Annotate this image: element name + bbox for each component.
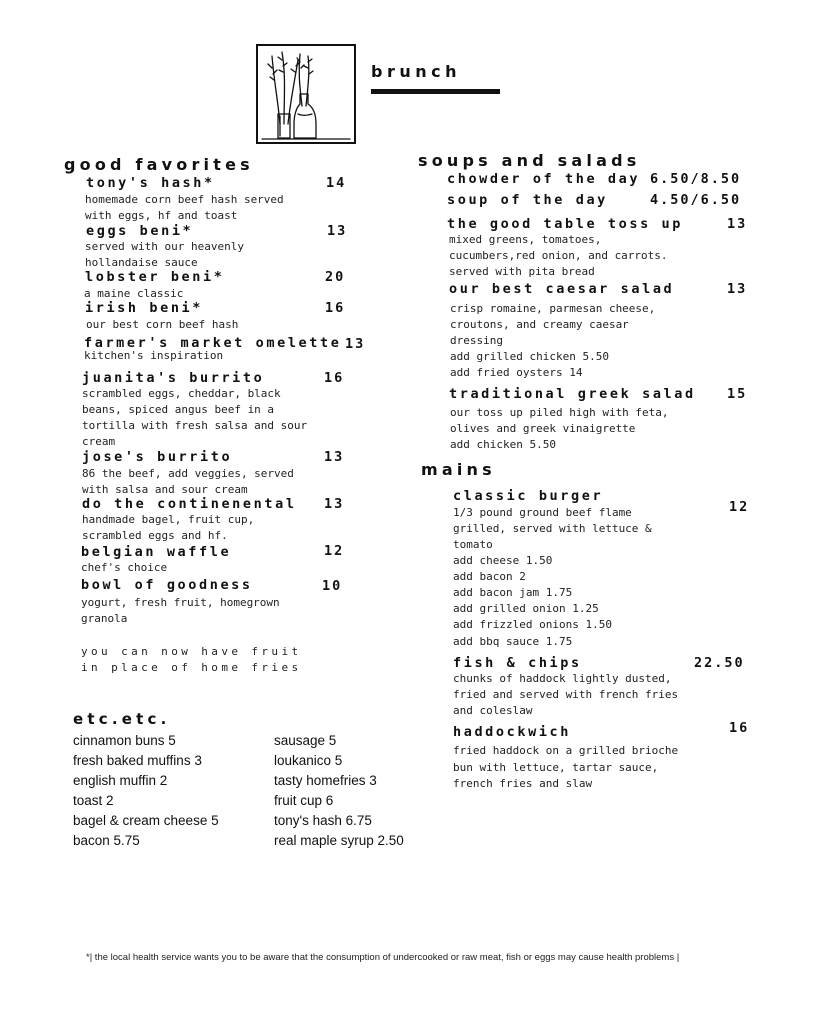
menu-item-name: do the continenental xyxy=(82,496,297,512)
list-item: cinnamon buns 5 xyxy=(73,733,176,748)
list-item: tasty homefries 3 xyxy=(274,773,377,788)
menu-item-desc: handmade bagel, fruit cup, xyxy=(82,513,255,526)
menu-item-name: lobster beni* xyxy=(85,269,225,285)
logo-frame xyxy=(256,44,356,144)
menu-item-price: 20 xyxy=(325,269,346,285)
menu-item-desc: add bacon jam 1.75 xyxy=(453,586,573,599)
menu-item-name: the good table toss up xyxy=(447,216,684,232)
menu-item-desc: add chicken 5.50 xyxy=(450,438,556,451)
menu-item-price: 15 xyxy=(727,386,748,402)
menu-item-desc: add grilled onion 1.25 xyxy=(453,602,599,615)
menu-item-desc: bun with lettuce, tartar sauce, xyxy=(453,761,659,774)
section-title-mains: mains xyxy=(421,460,496,479)
menu-item-name: tony's hash* xyxy=(86,175,215,191)
menu-item-desc: mixed greens, tomatoes, xyxy=(449,233,602,246)
menu-item-name: bowl of goodness xyxy=(81,577,253,593)
menu-item-desc: add cheese 1.50 xyxy=(453,554,553,567)
menu-item-desc: add fried oysters 14 xyxy=(450,366,583,379)
menu-item-desc: 1/3 pound ground beef flame xyxy=(453,506,632,519)
menu-item-price: 16 xyxy=(325,300,346,316)
menu-item-desc: fried and served with french fries xyxy=(453,688,679,701)
menu-item-desc: our toss up piled high with feta, xyxy=(450,406,669,419)
menu-item-name: chowder of the day xyxy=(447,171,641,187)
menu-item-price: 6.50/8.50 xyxy=(650,171,742,187)
menu-item-desc: our best corn beef hash xyxy=(86,318,239,331)
list-item: loukanico 5 xyxy=(274,753,343,768)
menu-item-desc: with eggs, hf and toast xyxy=(85,209,238,222)
menu-item-desc: granola xyxy=(81,612,128,625)
menu-item-name: classic burger xyxy=(453,488,604,504)
menu-item-desc: a maine classic xyxy=(84,287,184,300)
menu-item-desc: beans, spiced angus beef in a xyxy=(82,403,275,416)
menu-item-desc: served with pita bread xyxy=(449,265,595,278)
menu-item-desc: 86 the beef, add veggies, served xyxy=(82,467,294,480)
vase-with-grass-icon xyxy=(258,46,354,142)
menu-item-desc: olives and greek vinaigrette xyxy=(450,422,636,435)
page-title: brunch xyxy=(371,62,461,81)
menu-item-name: haddockwich xyxy=(453,724,572,740)
menu-item-desc: yogurt, fresh fruit, homegrown xyxy=(81,596,280,609)
menu-item-desc: hollandaise sauce xyxy=(85,256,198,269)
menu-item-desc: tortilla with fresh salsa and sour xyxy=(82,419,308,432)
menu-item-price: 16 xyxy=(729,720,750,736)
list-item: bacon 5.75 xyxy=(73,833,140,848)
section-title-etc: etc.etc. xyxy=(73,710,171,728)
menu-item-price: 13 xyxy=(327,223,348,239)
menu-item-desc: kitchen's inspiration xyxy=(84,349,224,362)
menu-item-name: belgian waffle xyxy=(81,544,232,560)
list-item: english muffin 2 xyxy=(73,773,168,788)
menu-item-price: 22.50 xyxy=(694,655,745,671)
menu-item-desc: add bbq sauce 1.75 xyxy=(453,635,573,648)
menu-item-price: 13 xyxy=(324,449,345,465)
list-item: bagel & cream cheese 5 xyxy=(73,813,219,828)
etc-right-list xyxy=(274,731,404,851)
menu-item-price: 4.50/6.50 xyxy=(650,192,742,208)
menu-item-name: jose's burrito xyxy=(82,449,233,465)
list-item: real maple syrup 2.50 xyxy=(274,833,404,848)
list-item: fresh baked muffins 3 xyxy=(73,753,202,768)
menu-item-desc: add grilled chicken 5.50 xyxy=(450,350,609,363)
menu-item-price: 13 xyxy=(345,336,366,352)
menu-item-name: fish & chips xyxy=(453,655,582,671)
list-item: tony's hash 6.75 xyxy=(274,813,372,828)
menu-item-desc: grilled, served with lettuce & xyxy=(453,522,652,535)
section-title-good-favorites: good favorites xyxy=(64,155,254,174)
menu-item-name: soup of the day xyxy=(447,192,608,208)
health-disclaimer: *| the local health service wants you to be aware that the consumption of undercooked or raw meat, fish or eggs may cause health problems | xyxy=(86,952,680,963)
menu-item-desc: tomato xyxy=(453,538,493,551)
menu-item-price: 12 xyxy=(729,499,750,515)
menu-item-desc: homemade corn beef hash served xyxy=(85,193,284,206)
menu-item-desc: add frizzled onions 1.50 xyxy=(453,618,612,631)
menu-item-price: 13 xyxy=(727,281,748,297)
menu-item-desc: fried haddock on a grilled brioche xyxy=(453,744,679,757)
menu-item-desc: french fries and slaw xyxy=(453,777,593,790)
menu-item-desc: and coleslaw xyxy=(453,704,533,717)
menu-item-price: 16 xyxy=(324,370,345,386)
menu-item-price: 13 xyxy=(727,216,748,232)
list-item: fruit cup 6 xyxy=(274,793,334,808)
menu-item-desc: scrambled eggs, cheddar, black xyxy=(82,387,281,400)
menu-item-desc: croutons, and creamy caesar xyxy=(450,318,629,331)
menu-item-desc: add bacon 2 xyxy=(453,570,526,583)
menu-item-name: juanita's burrito xyxy=(82,370,265,386)
menu-item-desc: chunks of haddock lightly dusted, xyxy=(453,672,672,685)
menu-item-price: 12 xyxy=(324,543,345,559)
etc-left-list xyxy=(73,731,219,851)
menu-item-name: traditional greek salad xyxy=(449,386,696,402)
menu-item-price: 14 xyxy=(326,175,347,191)
title-underline xyxy=(371,89,500,94)
menu-item-desc: cream xyxy=(82,435,116,448)
menu-item-name: farmer's market omelette xyxy=(84,335,342,351)
menu-item-desc: crisp romaine, parmesan cheese, xyxy=(450,302,656,315)
list-item: sausage 5 xyxy=(274,733,337,748)
menu-item-desc: with salsa and sour cream xyxy=(82,483,248,496)
menu-item-desc: cucumbers,red onion, and carrots. xyxy=(449,249,668,262)
menu-item-desc: dressing xyxy=(450,334,503,347)
list-item: toast 2 xyxy=(73,793,114,808)
section-title-soups-salads: soups and salads xyxy=(418,151,641,170)
menu-item-price: 13 xyxy=(324,496,345,512)
menu-item-price: 10 xyxy=(322,578,343,594)
menu-item-name: our best caesar salad xyxy=(449,281,675,297)
menu-item-desc: scrambled eggs and hf. xyxy=(82,529,228,542)
menu-item-desc: served with our heavenly xyxy=(85,240,244,253)
menu-item-name: eggs beni* xyxy=(86,223,194,239)
fruit-note: in place of home fries xyxy=(81,661,302,674)
menu-item-desc: chef's choice xyxy=(81,561,168,574)
menu-item-name: irish beni* xyxy=(85,300,204,316)
fruit-note: you can now have fruit xyxy=(81,645,302,658)
